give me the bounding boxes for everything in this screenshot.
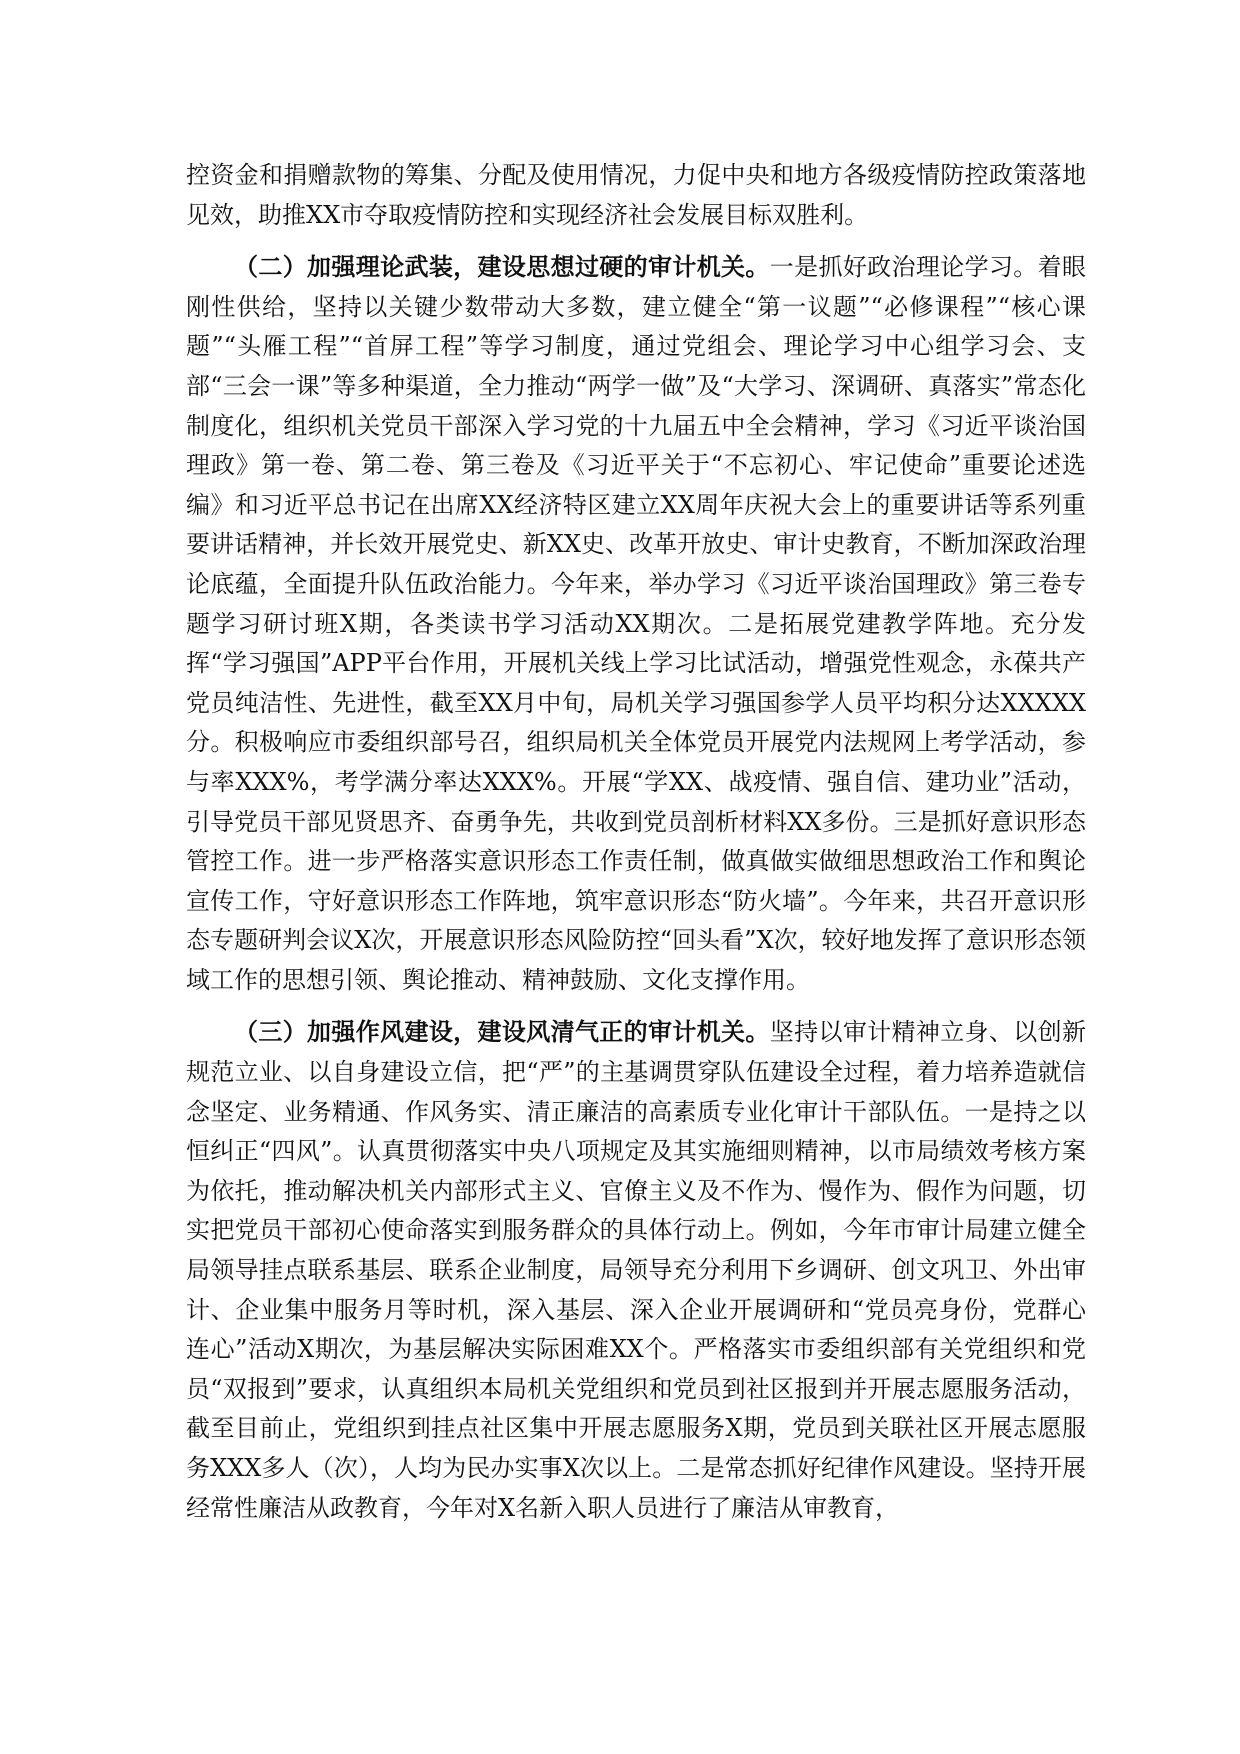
paragraph-continuation — [186, 156, 1086, 235]
document-page — [186, 156, 1110, 1540]
section-heading: （三）加强作风建设，建设风清气正的审计机关。 — [234, 1017, 770, 1047]
paragraph-section-3 — [186, 1012, 1086, 1528]
paragraph-text: 坚持以审计精神立身、以创新规范立业、以自身建设立信，把“严”的主基调贯穿队伍建设全过程，着力培养造就信念坚定、业务精通、作风务实、清正廉洁的高素质专业化审计干部队伍。一是持之以恒纠正“四风”。认真贯彻落实中央八项规定及其实施细则精神，以市局绩效考核方案为依托，推动解决机关内部形式主义、官僚主义及不作为、慢作为、假作为问题，切实把党员干部初心使命落实到服务群众的具体行动上。例如，今年市审计局建立健全局领导挂点联系基层、联系企业制度，局领导充分利用下乡调研、创文巩卫、外出审计、企业集中服务月等时机，深入基层、深入企业开展调研和“党员亮身份，党群心连心”活动X期次，为基层解决实际困难XX个。严格落实市委组织部有关党组织和党员“双报到”要求，认真组织本局机关党组织和党员到社区报到并开展志愿服务活动，截至目前止，党组织到挂点社区集中开展志愿服务X期，党员到关联社区开展志愿服务XXX多人（次），人均为民办实事X次以上。二是常态抓好纪律作风建设。坚持开展经常性廉洁从政教育，今年对X名新入职人员进行了廉洁从审教育， — [186, 1018, 1087, 1522]
paragraph-text: 一是抓好政治理论学习。着眼刚性供给，坚持以关键少数带动大多数，建立健全“第一议题”“必修课程”“核心课题”“头雁工程”“首屏工程”等学习制度，通过党组会、理论学习中心组学习会、支部“三会一课”等多种渠道，全力推动“两学一做”及“大学习、深调研、真落实”常态化制度化，组织机关党员干部深入学习党的十九届五中全会精神，学习《习近平谈治国理政》第一卷、第二卷、第三卷及《习近平关于“不忘初心、牢记使命”重要论述选编》和习近平总书记在出席XX经济特区建立XX周年庆祝大会上的重要讲话等系列重要讲话精神，并长效开展党史、新XX史、改革开放史、审计史教育，不断加深政治理论底蕴，全面提升队伍政治能力。今年来，举办学习《习近平谈治国理政》第三卷专题学习研讨班X期，各类读书学习活动XX期次。二是拓展党建教学阵地。充分发挥“学习强国”APP平台作用，开展机关线上学习比试活动，增强党性观念，永葆共产党员纯洁性、先进性，截至XX月中旬，局机关学习强国参学人员平均积分达XXXXX 分。积极响应市委组织部号召，组织局机关全体党员开展党内法规网上考学活动，参与率XXX%，考学满分率达XXX%。开展“学XX、战疫情、强自信、建功业”活动，引导党员干部见贤思齐、奋勇争先，共收到党员剖析材料XX多份。三是抓好意识形态管控工作。进一步严格落实意识形态工作责任制，做真做实做细思想政治工作和舆论宣传工作，守好意识形态工作阵地，筑牢意识形态“防火墙”。今年来，共召开意识形态专题研判会议X次，开展意识形态风险防控“回头看”X次，较好地发挥了意识形态领域工作的思想引领、舆论推动、精神鼓励、文化支撑作用。 — [186, 253, 1110, 994]
paragraph-section-2 — [186, 247, 1110, 1000]
section-heading: （二）加强理论武装，建设思想过硬的审计机关。 — [234, 252, 770, 282]
paragraph-text: 控资金和捐赠款物的筹集、分配及使用情况，力促中央和地方各级疫情防控政策落地见效，助推XX市夺取疫情防控和实现经济社会发展目标双胜利。 — [186, 161, 1086, 229]
